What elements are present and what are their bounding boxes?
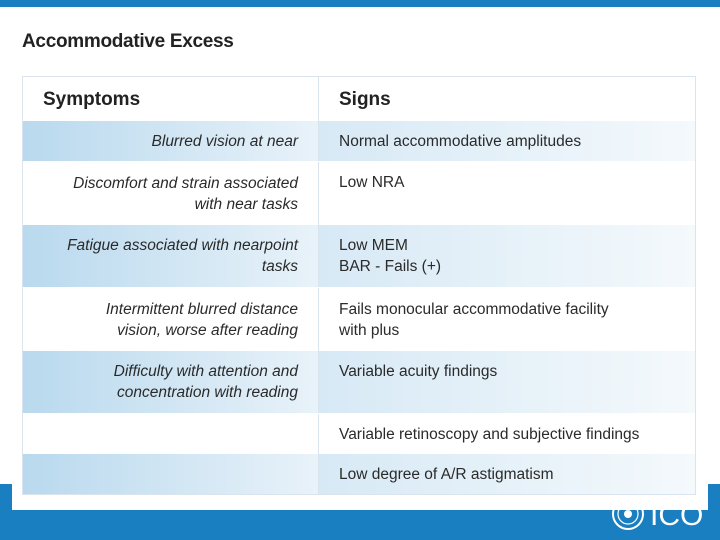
top-accent-bar: [0, 0, 720, 7]
symptom-cell: [23, 414, 319, 454]
symptom-line: with near tasks: [194, 195, 298, 213]
symptom-cell: [23, 225, 319, 287]
symptom-line: vision, worse after reading: [117, 321, 298, 339]
sign-line: Low degree of A/R astigmatism: [339, 465, 554, 483]
sign-line: Fails monocular accommodative facility: [339, 300, 609, 318]
sign-cell: [319, 162, 695, 225]
sign-cell: [319, 414, 695, 454]
sign-line: Low MEM: [339, 237, 408, 254]
ico-logo: [610, 496, 710, 532]
ico-seal-icon: [613, 499, 643, 529]
sign-line: BAR - Fails (+): [339, 258, 442, 275]
sign-cell: [319, 225, 695, 287]
sign-line: with plus: [339, 321, 400, 339]
table-header-row: [23, 77, 695, 121]
sign-cell: [319, 454, 695, 494]
table-row: [23, 121, 695, 162]
table-row: [23, 351, 695, 414]
sign-line: Variable retinoscopy and subjective findings: [339, 425, 640, 443]
symptom-line: Fatigue associated with nearpoint: [67, 237, 298, 254]
symptom-cell: [23, 288, 319, 351]
symptom-cell: [23, 351, 319, 413]
symptom-line: Difficulty with attention and: [113, 363, 298, 380]
table-row: [23, 162, 695, 225]
sign-line: Variable acuity findings: [339, 363, 498, 380]
symptom-line: Discomfort and strain associated: [73, 174, 298, 192]
sign-line: Normal accommodative amplitudes: [339, 132, 582, 150]
ico-logo-text: ICO: [650, 499, 704, 532]
header-symptoms: Symptoms: [23, 77, 319, 121]
symptom-cell: [23, 121, 319, 161]
symptom-line: Intermittent blurred distance: [105, 300, 298, 318]
symptoms-signs-table: [22, 76, 696, 495]
symptom-cell: [23, 162, 319, 225]
table-row: [23, 225, 695, 288]
header-signs: Signs: [339, 88, 391, 110]
symptom-cell: [23, 454, 319, 494]
symptom-line: concentration with reading: [117, 384, 298, 401]
table-row: [23, 454, 695, 494]
sign-line: Low NRA: [339, 174, 405, 191]
symptom-line: Blurred vision at near: [151, 132, 298, 150]
table-row: [23, 414, 695, 454]
slide-title: Accommodative Excess: [22, 31, 234, 52]
sign-cell: [319, 351, 695, 413]
symptom-line: tasks: [261, 258, 298, 275]
sign-cell: [319, 288, 695, 351]
table-row: [23, 288, 695, 351]
sign-cell: [319, 121, 695, 161]
